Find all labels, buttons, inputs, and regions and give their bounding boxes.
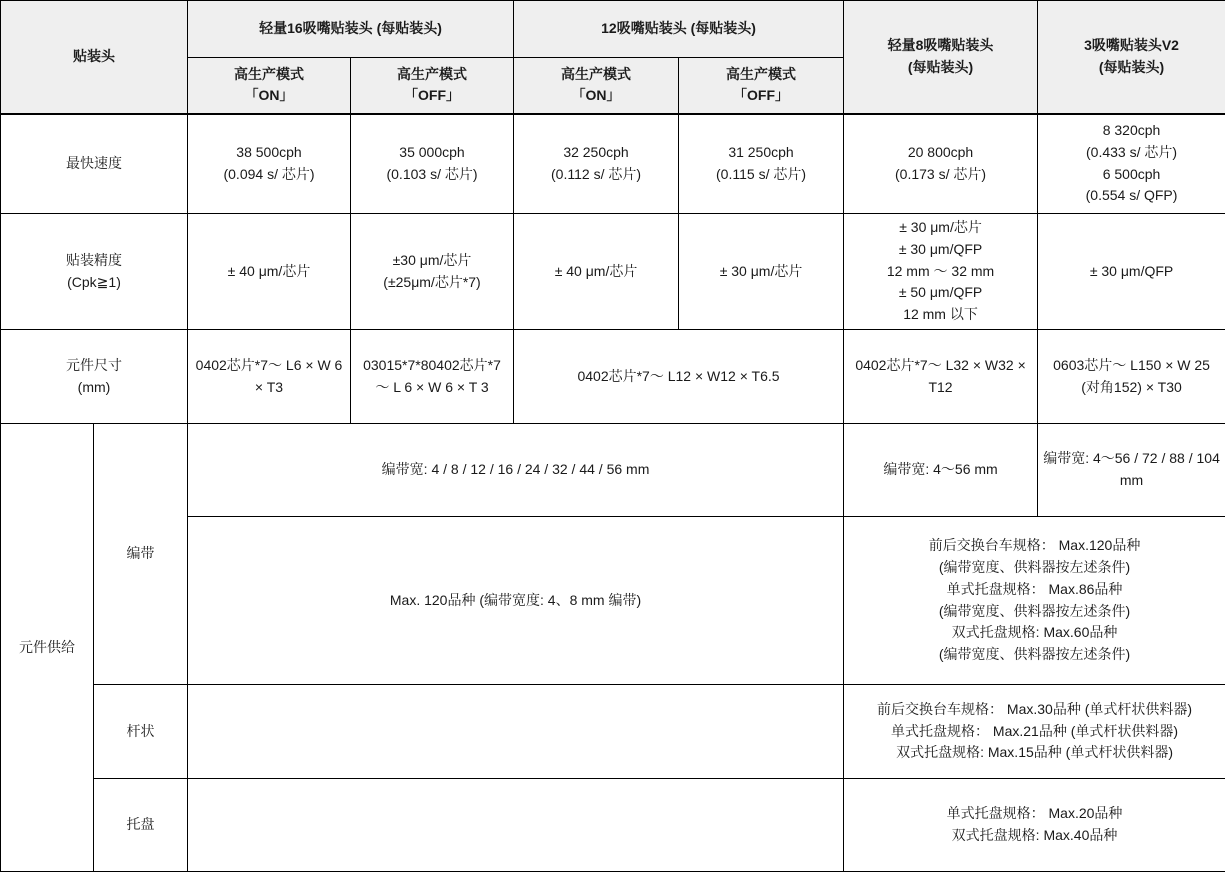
row-label-max-speed: 最快速度: [1, 114, 188, 214]
row-placement-accuracy: [1, 214, 1225, 330]
cell-rod-16-12-empty: [188, 685, 844, 779]
mode-header-16-on: 高生产模式 「ON」: [188, 58, 351, 114]
cell-tape-variety-16-12: Max. 120品种 (编带宽度: 4、8 mm 编带): [188, 517, 844, 685]
cell-speed-3nozzle-v2: 8 320cph (0.433 s/ 芯片) 6 500cph (0.554 s/ QFP): [1038, 114, 1225, 214]
column-header-3nozzle-v2: 3吸嘴贴装头V2 (每贴装头): [1038, 1, 1225, 114]
row-label-tape: 编带: [94, 424, 188, 685]
cell-tape-width-8nozzle: 编带宽: 4〜56 mm: [844, 424, 1038, 517]
cell-speed-16-off: 35 000cph (0.103 s/ 芯片): [351, 114, 514, 214]
cell-size-8nozzle: 0402芯片*7〜 L32 × W32 × T12: [844, 330, 1038, 424]
cell-accuracy-12-off: ± 30 μm/芯片: [679, 214, 844, 330]
cell-size-16-on: 0402芯片*7〜 L6 × W 6 × T3: [188, 330, 351, 424]
cell-size-12: 0402芯片*7〜 L12 × W12 × T6.5: [514, 330, 844, 424]
cell-tray-16-12-empty: [188, 779, 844, 872]
cell-tape-width-3nozzle-v2: 编带宽: 4〜56 / 72 / 88 / 104 mm: [1038, 424, 1225, 517]
cell-size-16-off: 03015*7*80402芯片*7 〜 L 6 × W 6 × T 3: [351, 330, 514, 424]
row-rod-supply: [1, 685, 1225, 779]
cell-accuracy-16-on: ± 40 μm/芯片: [188, 214, 351, 330]
corner-header-placement-head: 贴装头: [1, 1, 188, 114]
header-group-row: [1, 1, 1225, 58]
cell-accuracy-3nozzle-v2: ± 30 μm/QFP: [1038, 214, 1225, 330]
cell-speed-8nozzle: 20 800cph (0.173 s/ 芯片): [844, 114, 1038, 214]
row-tray-supply: [1, 779, 1225, 872]
mode-header-12-off: 高生产模式 「OFF」: [679, 58, 844, 114]
cell-speed-12-off: 31 250cph (0.115 s/ 芯片): [679, 114, 844, 214]
cell-accuracy-12-on: ± 40 μm/芯片: [514, 214, 679, 330]
column-header-8nozzle: 轻量8吸嘴贴装头 (每贴装头): [844, 1, 1038, 114]
cell-accuracy-16-off: ±30 μm/芯片 (±25μm/芯片*7): [351, 214, 514, 330]
row-label-component-size: 元件尺寸 (mm): [1, 330, 188, 424]
mode-header-12-on: 高生产模式 「ON」: [514, 58, 679, 114]
cell-tray-8-v2: 单式托盘规格： Max.20品种 双式托盘规格: Max.40品种: [844, 779, 1225, 872]
row-max-speed: [1, 114, 1225, 214]
row-tape-width: [1, 424, 1225, 517]
cell-speed-16-on: 38 500cph (0.094 s/ 芯片): [188, 114, 351, 214]
cell-tape-variety-8-v2: 前后交换台车规格： Max.120品种 (编带宽度、供料器按左述条件) 单式托盘规格： Max.86品种 (编带宽度、供料器按左述条件) 双式托盘规格: Max.60品种 (编带宽度、供料器按左述条件): [844, 517, 1225, 685]
row-label-rod: 杆状: [94, 685, 188, 779]
row-label-placement-accuracy: 贴装精度 (Cpk≧1): [1, 214, 188, 330]
cell-rod-8-v2: 前后交换台车规格： Max.30品种 (单式杆状供料器) 单式托盘规格： Max.21品种 (单式杆状供料器) 双式托盘规格: Max.15品种 (单式杆状供料器): [844, 685, 1225, 779]
row-label-component-supply: 元件供给: [1, 424, 94, 872]
row-label-tray: 托盘: [94, 779, 188, 872]
group-header-16nozzle: 轻量16吸嘴贴装头 (每贴装头): [188, 1, 514, 58]
mode-header-16-off: 高生产模式 「OFF」: [351, 58, 514, 114]
cell-tape-width-16-12: 编带宽: 4 / 8 / 12 / 16 / 24 / 32 / 44 / 56 mm: [188, 424, 844, 517]
row-component-size: [1, 330, 1225, 424]
cell-accuracy-8nozzle: ± 30 μm/芯片 ± 30 μm/QFP 12 mm 〜 32 mm ± 50 μm/QFP 12 mm 以下: [844, 214, 1038, 330]
cell-speed-12-on: 32 250cph (0.112 s/ 芯片): [514, 114, 679, 214]
group-header-12nozzle: 12吸嘴贴装头 (每贴装头): [514, 1, 844, 58]
cell-size-3nozzle-v2: 0603芯片〜 L150 × W 25 (对角152) × T30: [1038, 330, 1225, 424]
